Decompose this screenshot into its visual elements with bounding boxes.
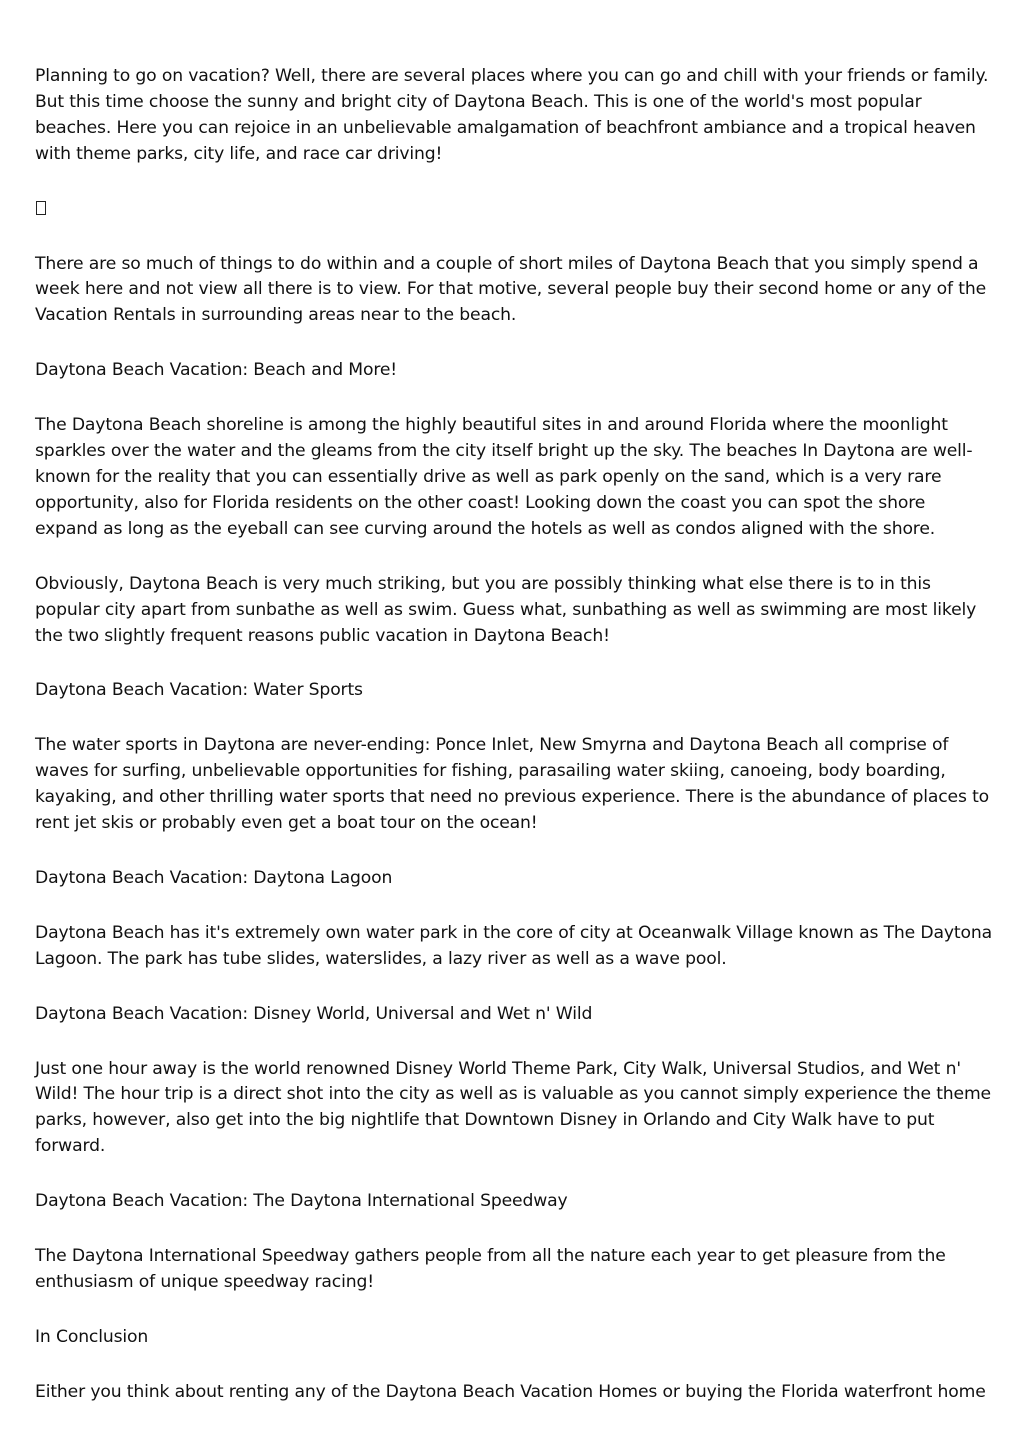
missing-glyph-icon — [36, 201, 46, 215]
heading-beach-and-more: Daytona Beach Vacation: Beach and More! — [35, 360, 398, 381]
lagoon-paragraph: Daytona Beach has it's extremely own water park in the core of city at Oceanwalk Village known as The Daytona Lagoon. The park has tube slides, waterslides, a lazy river as well as a wave pool. — [35, 922, 992, 969]
conclusion-paragraph: Either you think about renting any of the Daytona Beach Vacation Homes or buying the Florida waterfront home — [35, 1381, 986, 1402]
heading-disney-universal: Daytona Beach Vacation: Disney World, Universal and Wet n' Wild — [35, 1003, 593, 1024]
obviously-paragraph: Obviously, Daytona Beach is very much striking, but you are possibly thinking what else there is to in this popular city apart from sunbathe as well as swim. Guess what, sunbathing as well as swimming are most likely the two slightly frequent reasons public vacation in Daytona Beach! — [35, 573, 977, 646]
things-to-do-paragraph: There are so much of things to do within and a couple of short miles of Daytona Beach that you simply spend a week here and not view all there is to view. For that motive, several people buy their second home or any of the Vacation Rentals in surrounding areas near to the beach. — [35, 253, 986, 326]
heading-water-sports: Daytona Beach Vacation: Water Sports — [35, 680, 363, 701]
disney-paragraph: Just one hour away is the world renowned Disney World Theme Park, City Walk, Universal Studios, and Wet n' Wild! The hour trip is a direct shot into the city as well as is valuable as you cannot simply experience the theme parks, however, also get into the big nightlife that Downtown Disney in Orlando and City Walk have to put forward. — [35, 1058, 991, 1157]
shoreline-paragraph: The Daytona Beach shoreline is among the highly beautiful sites in and around Florida where the moonlight sparkles over the water and the gleams from the city itself bright up the sky. The beaches In Daytona are well-known for the reality that you can essentially drive as well as park openly on the sand, which is a very rare opportunity, also for Florida residents on the other coast! Looking down the coast you can spot the shore expand as long as the eyeball can see curving around the hotels as well as condos aligned with the shore. — [35, 415, 973, 539]
heading-conclusion: In Conclusion — [35, 1326, 149, 1347]
intro-paragraph: Planning to go on vacation? Well, there are several places where you can go and chill with your friends or family. But this time choose the sunny and bright city of Daytona Beach. This is one of the world's most popular beaches. Here you can rejoice in an unbelievable amalgamation of beachfront ambiance and a tropical heaven with theme parks, city life, and race car driving! — [35, 66, 989, 164]
water-sports-paragraph: The water sports in Daytona are never-ending: Ponce Inlet, New Smyrna and Daytona Beach all comprise of waves for surfing, unbelievable opportunities for fishing, parasailing water skiing, canoeing, body boarding, kayaking, and other thrilling water sports that need no previous experience. There is the abundance of places to rent jet skis or probably even get a boat tour on the ocean! — [35, 735, 990, 834]
missing-glyph-line — [35, 197, 993, 223]
heading-speedway: Daytona Beach Vacation: The Daytona International Speedway — [35, 1191, 568, 1212]
speedway-paragraph: The Daytona International Speedway gathers people from all the nature each year to get pleasure from the enthusiasm of unique speedway racing! — [35, 1246, 946, 1292]
heading-daytona-lagoon: Daytona Beach Vacation: Daytona Lagoon — [35, 867, 393, 888]
document-body — [35, 64, 993, 1435]
